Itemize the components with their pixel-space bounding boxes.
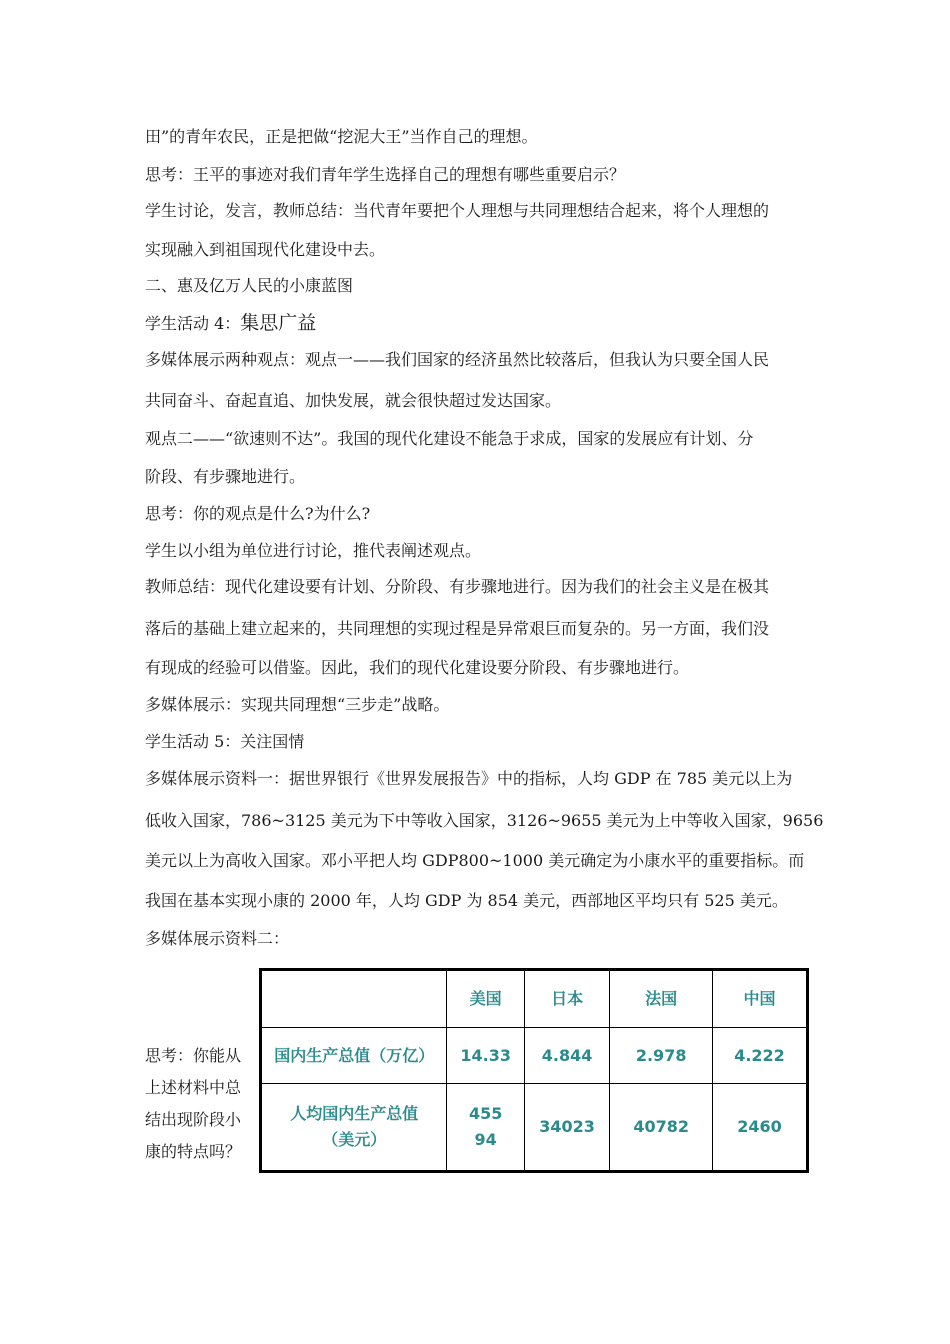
- side-question-line: 上述材料中总: [145, 1078, 242, 1097]
- gdp-table: [259, 968, 809, 1173]
- table-row: [261, 1084, 808, 1172]
- paragraph-line: 美元以上为高收入国家。邓小平把人均 GDP800~1000 美元确定为小康水平的重要指标。而: [145, 851, 805, 870]
- table-cell: [447, 1084, 524, 1172]
- table-cell: 34023: [524, 1084, 609, 1172]
- paragraph-line: 多媒体展示资料二：: [145, 929, 290, 948]
- paragraph-line: 思考：王平的事迹对我们青年学生选择自己的理想有哪些重要启示？: [145, 165, 626, 184]
- table-header-cell: 日本: [524, 970, 609, 1028]
- paragraph-line: 学生以小组为单位进行讨论，推代表阐述观点。: [145, 541, 482, 560]
- table-cell-value: 45594: [468, 1104, 503, 1149]
- table-cell: 4.844: [524, 1028, 609, 1084]
- table-cell: 2460: [713, 1084, 808, 1172]
- section-heading: 二、惠及亿万人民的小康蓝图: [145, 276, 354, 295]
- table-cell: 40782: [610, 1084, 713, 1172]
- side-question-line: 思考：你能从: [145, 1046, 242, 1065]
- paragraph-line: 有现成的经验可以借鉴。因此，我们的现代化建设要分阶段、有步骤地进行。: [145, 658, 690, 677]
- side-question-line: 结出现阶段小: [145, 1110, 242, 1129]
- side-question-line: 康的特点吗？: [145, 1142, 242, 1161]
- side-question: [145, 1040, 255, 1168]
- paragraph-line: 实现融入到祖国现代化建设中去。: [145, 240, 386, 259]
- paragraph-line: 共同奋斗、奋起直追、加快发展，就会很快超过发达国家。: [145, 391, 562, 410]
- table-row-label: 国内生产总值（万亿）: [261, 1028, 447, 1084]
- activity-label: 学生活动 5：关注国情: [145, 732, 305, 751]
- table-cell: 2.978: [610, 1028, 713, 1084]
- table-header-row: [261, 970, 808, 1028]
- activity-label: [145, 313, 316, 334]
- paragraph-line: 思考：你的观点是什么?为什么?: [145, 504, 371, 523]
- activity-prefix: 学生活动 4：: [145, 314, 241, 333]
- table-cell: 4.222: [713, 1028, 808, 1084]
- table-header-cell: [261, 970, 447, 1028]
- paragraph-line: 观点二——“欲速则不达”。我国的现代化建设不能急于求成，国家的发展应有计划、分: [145, 429, 754, 448]
- paragraph-line: 多媒体展示资料一：据世界银行《世界发展报告》中的指标，人均 GDP 在 785 美元以上为: [145, 769, 793, 788]
- paragraph-line: 学生讨论，发言，教师总结：当代青年要把个人理想与共同理想结合起来，将个人理想的: [145, 201, 770, 220]
- paragraph-line: 落后的基础上建立起来的，共同理想的实现过程是异常艰巨而复杂的。另一方面，我们没: [145, 619, 770, 638]
- table-header-cell: 中国: [713, 970, 808, 1028]
- table-header-cell: 美国: [447, 970, 524, 1028]
- paragraph-line: 阶段、有步骤地进行。: [145, 467, 306, 486]
- table-row: [261, 1028, 808, 1084]
- activity-title: 集思广益: [240, 312, 317, 334]
- table-row-label: 人均国内生产总值（美元）: [261, 1084, 447, 1172]
- table-cell: 14.33: [447, 1028, 524, 1084]
- table-header-cell: 法国: [610, 970, 713, 1028]
- paragraph-line: 多媒体展示两种观点：观点一——我们国家的经济虽然比较落后，但我认为只要全国人民: [145, 350, 770, 369]
- paragraph-line: 低收入国家，786~3125 美元为下中等收入国家，3126~9655 美元为上中等收入国家，9656: [145, 811, 824, 830]
- paragraph-line: 多媒体展示：实现共同理想“三步走”战略。: [145, 695, 450, 714]
- paragraph-line: 我国在基本实现小康的 2000 年，人均 GDP 为 854 美元，西部地区平均只有 525 美元。: [145, 891, 788, 910]
- paragraph-line: 教师总结：现代化建设要有计划、分阶段、有步骤地进行。因为我们的社会主义是在极其: [145, 577, 770, 596]
- paragraph-line: 田”的青年农民，正是把做“挖泥大王”当作自己的理想。: [145, 127, 538, 146]
